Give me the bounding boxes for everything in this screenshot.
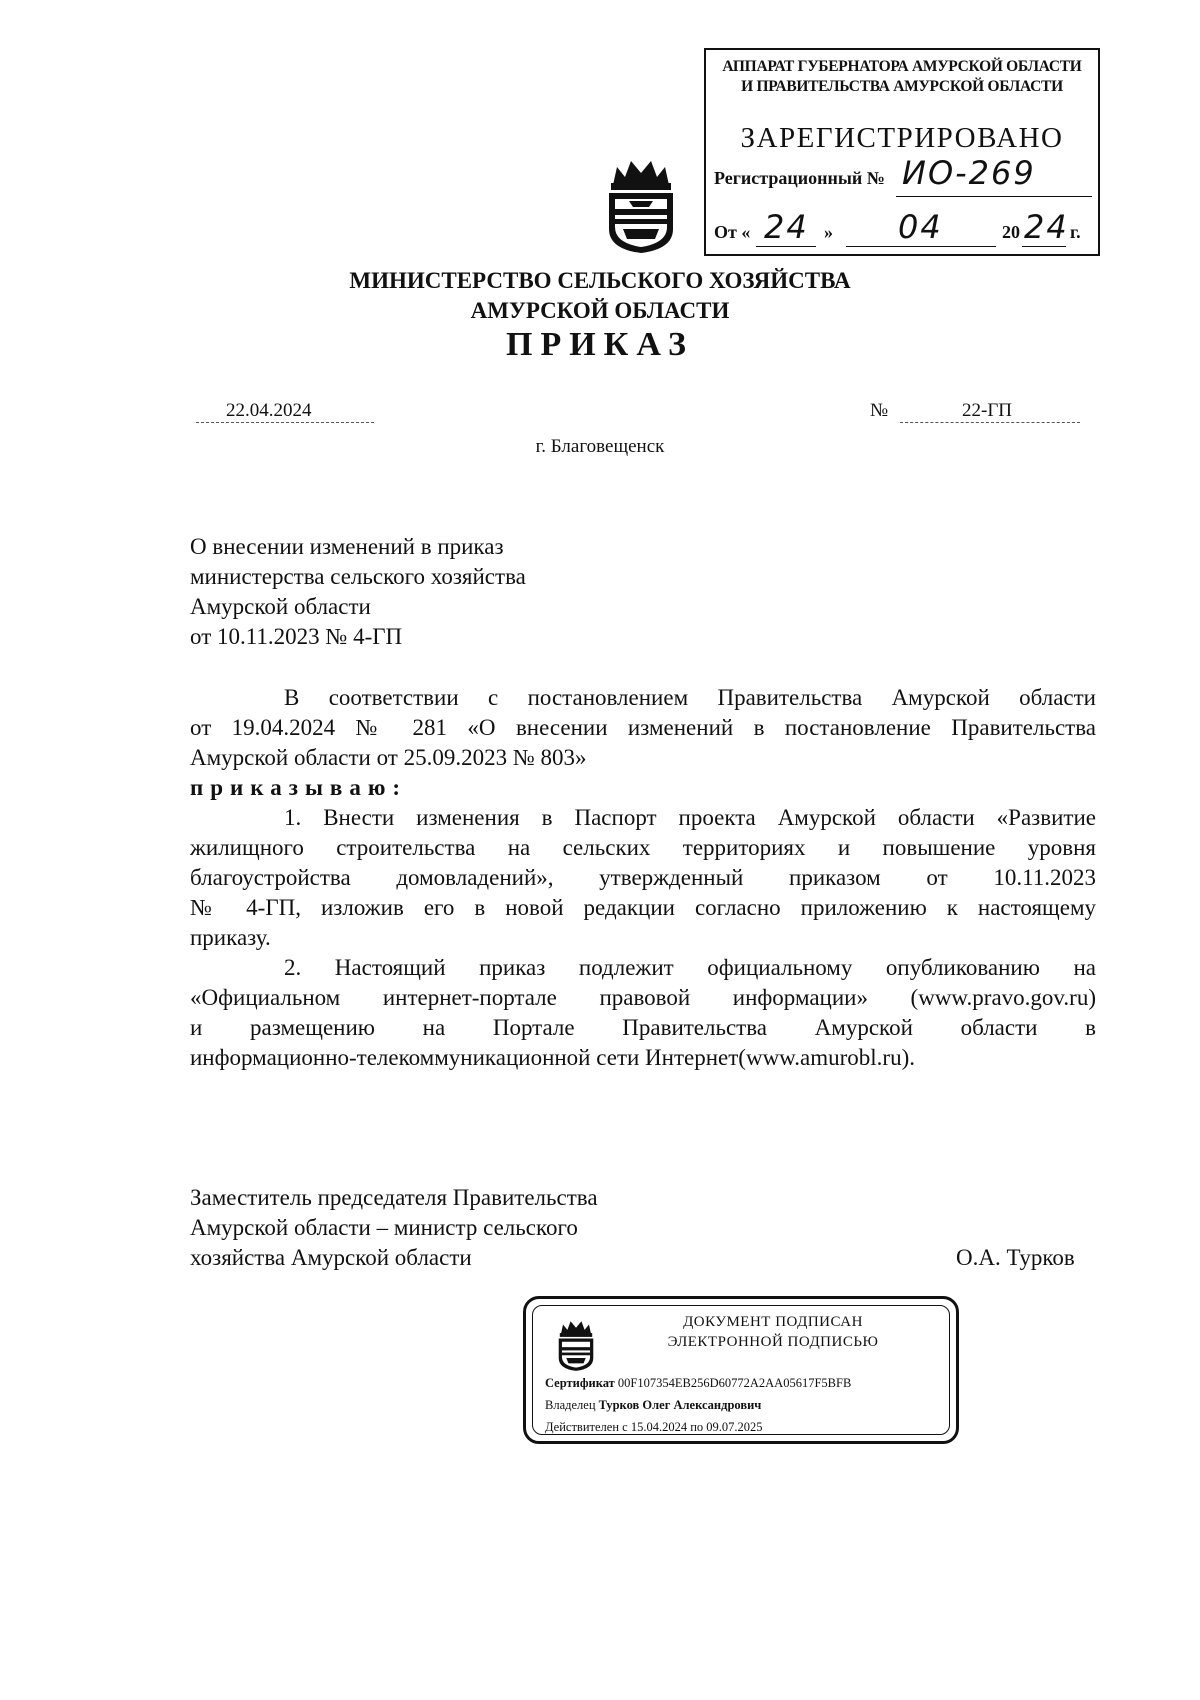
esig-certificate bbox=[545, 1376, 851, 1391]
number-underline bbox=[900, 422, 1080, 423]
esig-owner bbox=[545, 1398, 761, 1413]
item2-line: «Официальном интернет-портале правовой информации» (www.pravo.gov.ru) bbox=[190, 985, 1096, 1010]
esig-valid-to-label: по bbox=[690, 1420, 704, 1434]
date-underline bbox=[196, 422, 374, 423]
stamp-day-underline bbox=[756, 246, 816, 247]
stamp-org-line2: И ПРАВИТЕЛЬСТВА АМУРСКОЙ ОБЛАСТИ bbox=[741, 78, 1063, 95]
stamp-month-underline bbox=[846, 246, 996, 247]
document-number: 22-ГП bbox=[962, 400, 1013, 421]
esig-owner-label: Владелец bbox=[545, 1398, 596, 1412]
stamp-year-underline bbox=[1022, 246, 1066, 247]
stamp-number-underline bbox=[896, 196, 1092, 197]
ministry-name-line2: АМУРСКОЙ ОБЛАСТИ bbox=[470, 298, 730, 323]
stamp-status: ЗАРЕГИСТРИРОВАНО bbox=[740, 122, 1064, 154]
esig-valid-to: 09.07.2025 bbox=[706, 1420, 763, 1434]
esig-certificate-value: 00F107354EB256D60772A2AA05617F5BFB bbox=[617, 1376, 852, 1390]
order-item-1 bbox=[190, 803, 1096, 953]
item1-line: благоустройства домовладений», утвержденный приказом от 10.11.2023 bbox=[190, 865, 1096, 890]
signatory-name: О.А. Турков bbox=[956, 1245, 1075, 1270]
stamp-number-value: ИО-269 bbox=[902, 154, 1036, 192]
signatory-position-line: Амурской области – министр сельского bbox=[190, 1215, 578, 1240]
document-date: 22.04.2024 bbox=[226, 400, 312, 421]
document-type-title: ПРИКАЗ bbox=[506, 326, 694, 363]
esig-valid-from: 15.04.2024 bbox=[630, 1420, 688, 1434]
ministry-name-line1: МИНИСТЕРСТВО СЕЛЬСКОГО ХОЗЯЙСТВА bbox=[349, 268, 851, 293]
stamp-date-prefix: От « bbox=[714, 222, 751, 242]
signatory-position-line: хозяйства Амурской области bbox=[190, 1245, 472, 1270]
esig-certificate-label: Сертификат bbox=[545, 1376, 615, 1390]
stamp-org-line1: АППАРАТ ГУБЕРНАТОРА АМУРСКОЙ ОБЛАСТИ bbox=[722, 58, 1082, 75]
subject-line: Амурской области bbox=[190, 594, 371, 619]
stamp-date-year-prefix: 20 bbox=[1002, 222, 1020, 242]
item1-line: приказу. bbox=[190, 925, 271, 950]
stamp-date-mid: » bbox=[824, 222, 833, 242]
signatory-position-line: Заместитель председателя Правительства bbox=[190, 1185, 598, 1210]
preamble-line: от 19.04.2024 № 281 «О внесении изменений в постановление Правительства bbox=[190, 715, 1096, 740]
esig-coat-of-arms-icon bbox=[555, 1318, 597, 1372]
subject-line: от 10.11.2023 № 4-ГП bbox=[190, 624, 403, 649]
item2-line: и размещению на Портале Правительства Амурской области в bbox=[190, 1015, 1096, 1040]
signatory-position bbox=[190, 1183, 598, 1273]
esig-owner-value: Турков Олег Александрович bbox=[598, 1398, 762, 1412]
subject-line: О внесении изменений в приказ bbox=[190, 534, 504, 559]
order-word: приказываю: bbox=[190, 775, 408, 800]
esig-inner-frame bbox=[532, 1305, 950, 1435]
esig-heading-line1: ДОКУМЕНТ ПОДПИСАН bbox=[683, 1314, 863, 1330]
number-label: № bbox=[870, 400, 889, 421]
electronic-signature-stamp bbox=[523, 1296, 959, 1444]
stamp-date-suffix: г. bbox=[1070, 222, 1081, 242]
registration-stamp bbox=[704, 48, 1100, 256]
preamble-line: Амурской области от 25.09.2023 № 803» bbox=[190, 745, 587, 770]
esig-validity bbox=[545, 1420, 763, 1435]
order-item-2 bbox=[190, 953, 1096, 1073]
stamp-number-row bbox=[714, 168, 885, 189]
stamp-date-month: 04 bbox=[898, 208, 943, 246]
item1-line: 1. Внести изменения в Паспорт проекта Амурской области «Развитие bbox=[284, 805, 1096, 830]
item1-line: № 4-ГП, изложив его в новой редакции согласно приложению к настоящему bbox=[190, 895, 1096, 920]
stamp-date-year-suffix: 24 bbox=[1024, 208, 1069, 246]
item2-line: 2. Настоящий приказ подлежит официальному опубликованию на bbox=[284, 955, 1096, 980]
city: г. Благовещенск bbox=[535, 436, 665, 457]
subject-line: министерства сельского хозяйства bbox=[190, 564, 526, 589]
preamble bbox=[190, 683, 1096, 773]
coat-of-arms-icon bbox=[603, 155, 679, 255]
preamble-line: В соответствии с постановлением Правительства Амурской области bbox=[284, 685, 1096, 710]
stamp-number-label: Регистрационный № bbox=[714, 168, 885, 188]
esig-validity-label: Действителен с bbox=[545, 1420, 628, 1434]
stamp-date-day: 24 bbox=[764, 208, 809, 246]
item2-line: информационно-телекоммуникационной сети Интернет(www.amurobl.ru). bbox=[190, 1045, 916, 1070]
esig-heading-line2: ЭЛЕКТРОННОЙ ПОДПИСЬЮ bbox=[667, 1334, 879, 1350]
subject-block bbox=[190, 532, 526, 652]
item1-line: жилищного строительства на сельских территориях и повышение уровня bbox=[190, 835, 1096, 860]
